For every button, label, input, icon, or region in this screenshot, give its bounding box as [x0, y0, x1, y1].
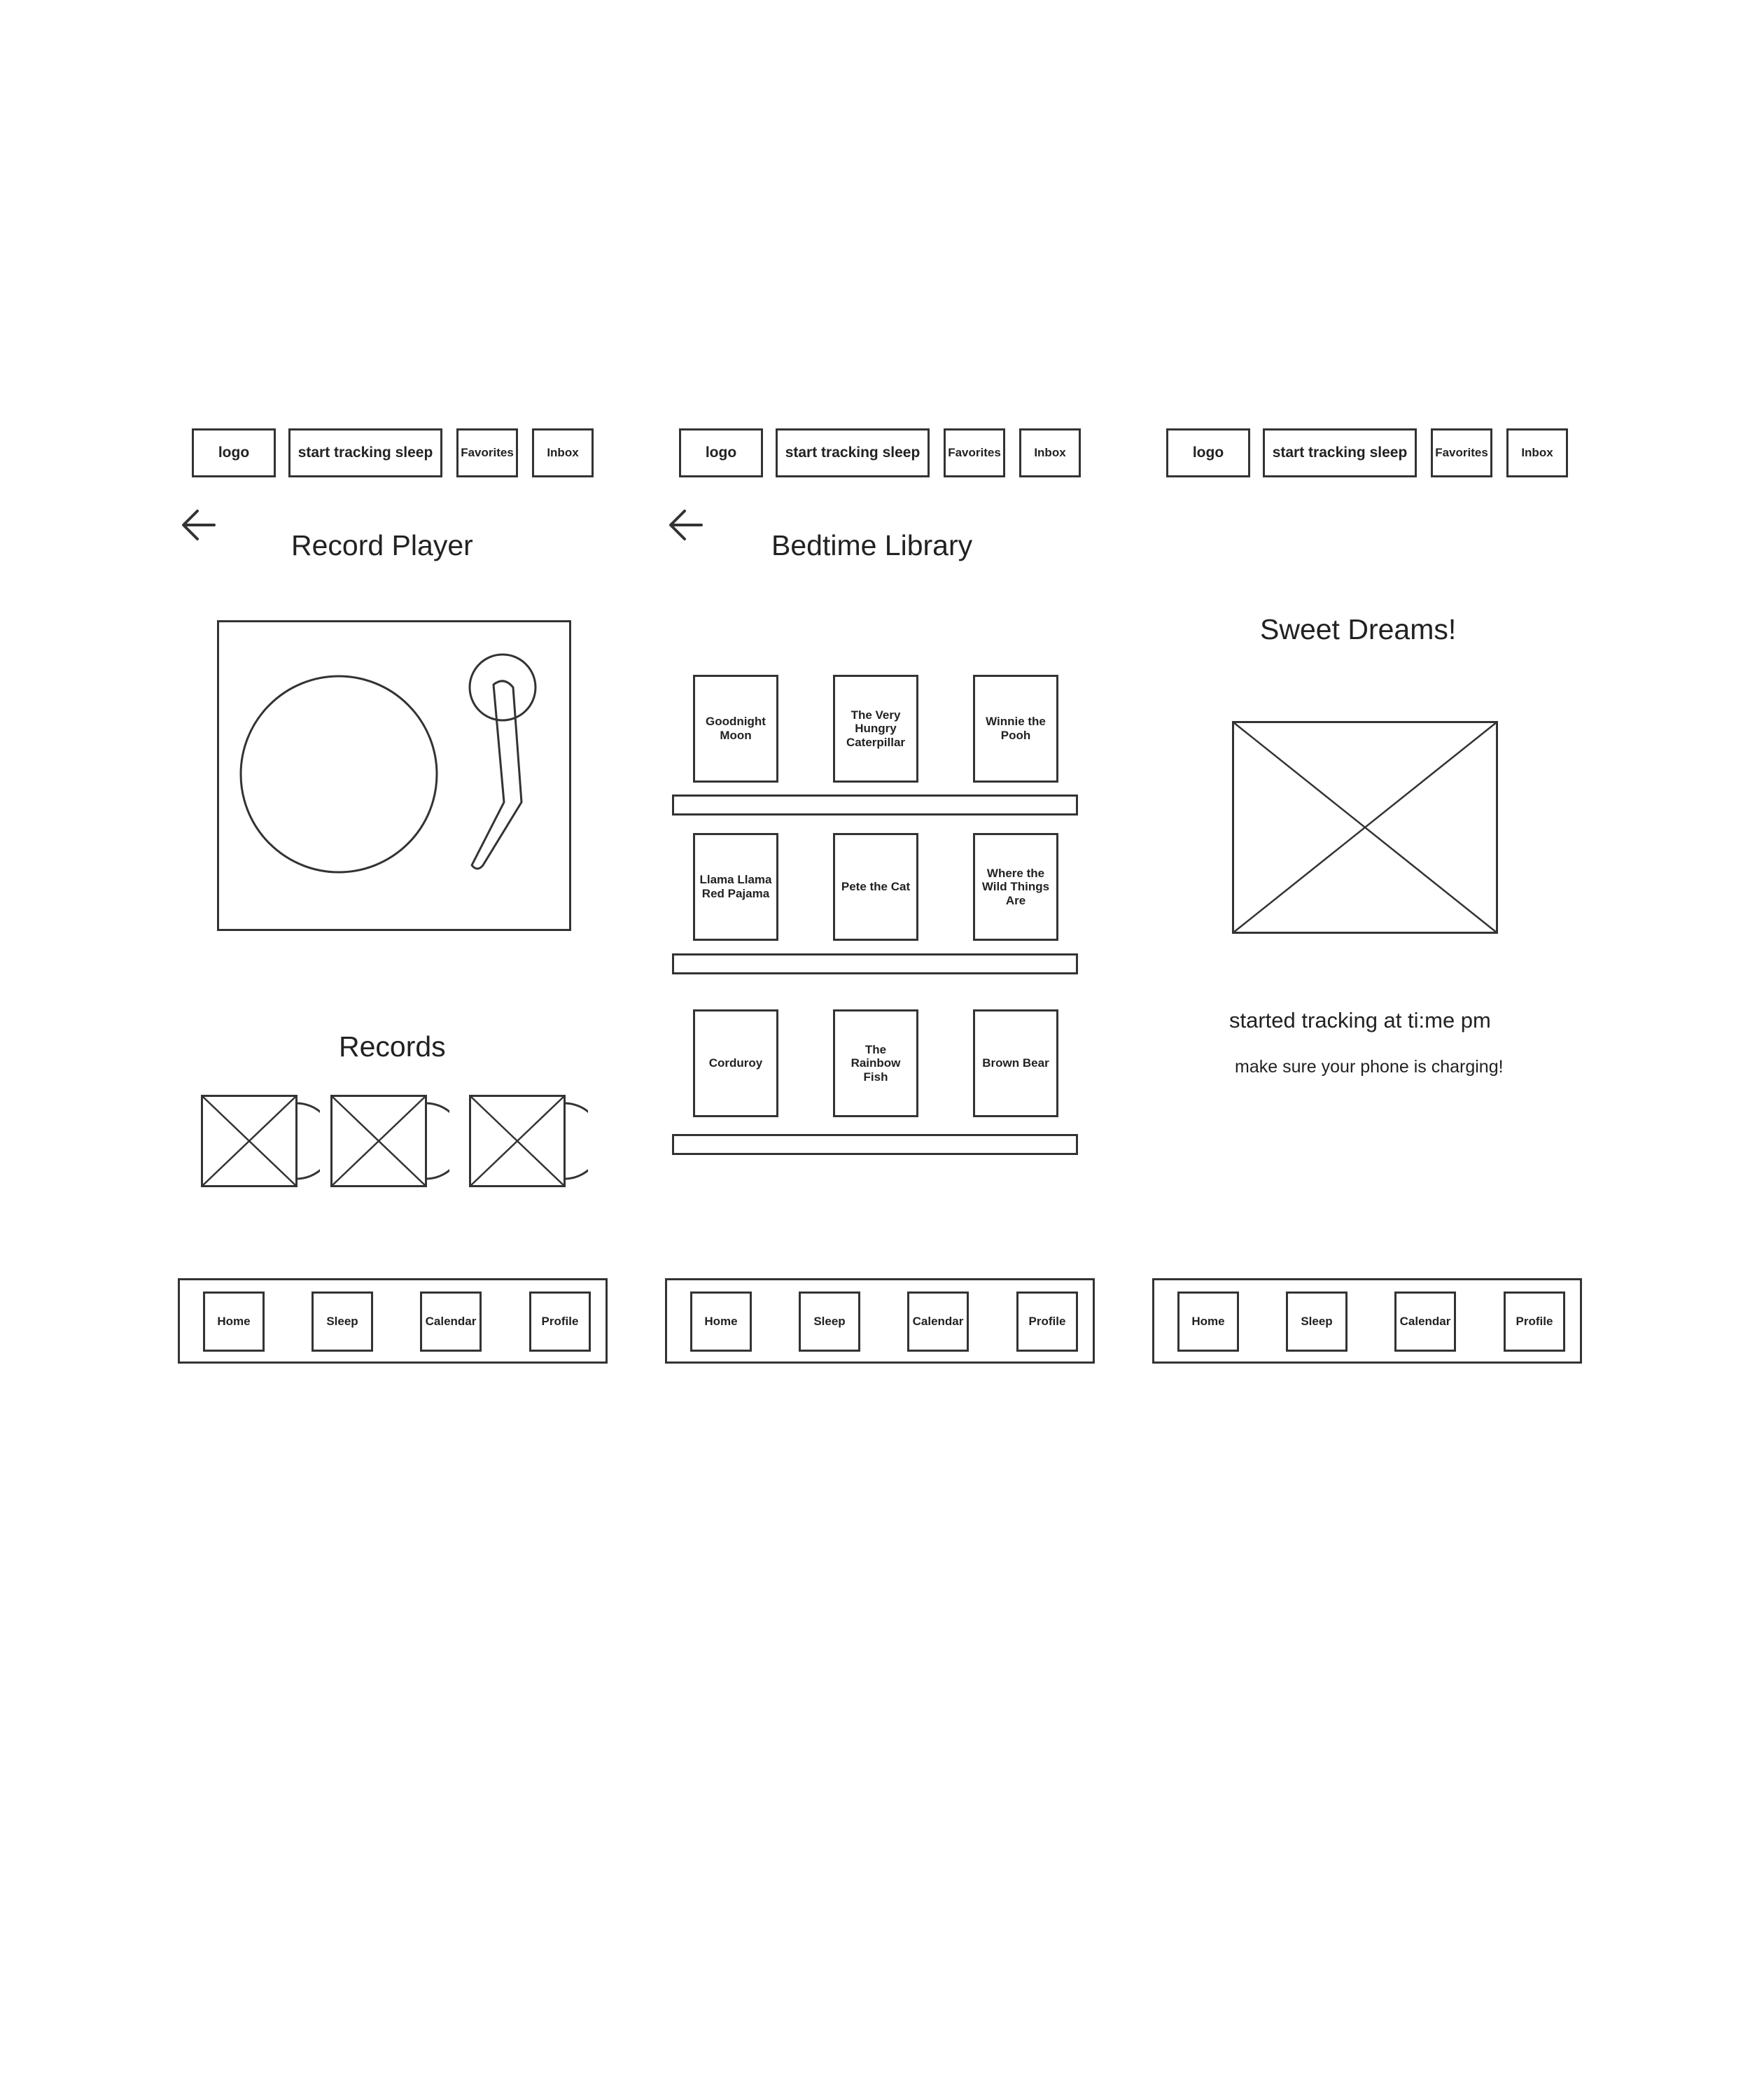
- logo-button[interactable]: logo: [1166, 428, 1250, 477]
- nav-calendar-button[interactable]: Calendar: [420, 1292, 482, 1352]
- charging-hint-text: make sure your phone is charging!: [1235, 1057, 1504, 1077]
- page-title: Record Player: [291, 529, 473, 561]
- logo-button[interactable]: logo: [192, 428, 276, 477]
- nav-home-button[interactable]: Home: [203, 1292, 265, 1352]
- favorites-button[interactable]: Favorites: [944, 428, 1005, 477]
- book-goodnight-moon[interactable]: Goodnight Moon: [693, 675, 778, 783]
- record-item[interactable]: [469, 1095, 588, 1187]
- book-winnie-the-pooh[interactable]: Winnie the Pooh: [973, 675, 1058, 783]
- page-title: Bedtime Library: [771, 529, 973, 561]
- book-very-hungry-caterpillar[interactable]: The Very Hungry Caterpillar: [833, 675, 918, 783]
- nav-profile-button[interactable]: Profile: [1016, 1292, 1078, 1352]
- nav-profile-button[interactable]: Profile: [529, 1292, 591, 1352]
- book-rainbow-fish[interactable]: The Rainbow Fish: [833, 1009, 918, 1117]
- favorites-button[interactable]: Favorites: [456, 428, 518, 477]
- shelf: [672, 1134, 1078, 1155]
- book-corduroy[interactable]: Corduroy: [693, 1009, 778, 1117]
- shelf: [672, 953, 1078, 974]
- start-tracking-sleep-button[interactable]: start tracking sleep: [1263, 428, 1417, 477]
- inbox-button[interactable]: Inbox: [1506, 428, 1568, 477]
- start-tracking-sleep-button[interactable]: start tracking sleep: [776, 428, 930, 477]
- sweet-dreams-screen: [1152, 0, 1642, 2100]
- image-placeholder: [1232, 721, 1498, 934]
- inbox-button[interactable]: Inbox: [532, 428, 594, 477]
- logo-button[interactable]: logo: [679, 428, 763, 477]
- turntable-illustration[interactable]: [217, 620, 571, 931]
- nav-sleep-button[interactable]: Sleep: [312, 1292, 373, 1352]
- nav-calendar-button[interactable]: Calendar: [1394, 1292, 1456, 1352]
- book-pete-the-cat[interactable]: Pete the Cat: [833, 833, 918, 941]
- arrow-left-icon[interactable]: [178, 504, 220, 546]
- favorites-button[interactable]: Favorites: [1431, 428, 1492, 477]
- record-player-screen: [178, 0, 668, 2100]
- shelf: [672, 794, 1078, 816]
- record-item[interactable]: [201, 1095, 320, 1187]
- tracking-status-text: started tracking at ti:me pm: [1229, 1008, 1491, 1032]
- nav-profile-button[interactable]: Profile: [1504, 1292, 1565, 1352]
- nav-home-button[interactable]: Home: [1177, 1292, 1239, 1352]
- nav-calendar-button[interactable]: Calendar: [907, 1292, 969, 1352]
- nav-home-button[interactable]: Home: [690, 1292, 752, 1352]
- book-llama-llama-red-pajama[interactable]: Llama Llama Red Pajama: [693, 833, 778, 941]
- nav-sleep-button[interactable]: Sleep: [1286, 1292, 1348, 1352]
- record-item[interactable]: [330, 1095, 449, 1187]
- book-where-the-wild-things-are[interactable]: Where the Wild Things Are: [973, 833, 1058, 941]
- bedtime-library-screen: [665, 0, 1155, 2100]
- arrow-left-icon[interactable]: [665, 504, 707, 546]
- records-heading: Records: [339, 1030, 446, 1063]
- page-title: Sweet Dreams!: [1260, 613, 1457, 645]
- start-tracking-sleep-button[interactable]: start tracking sleep: [288, 428, 442, 477]
- inbox-button[interactable]: Inbox: [1019, 428, 1081, 477]
- nav-sleep-button[interactable]: Sleep: [799, 1292, 860, 1352]
- book-brown-bear[interactable]: Brown Bear: [973, 1009, 1058, 1117]
